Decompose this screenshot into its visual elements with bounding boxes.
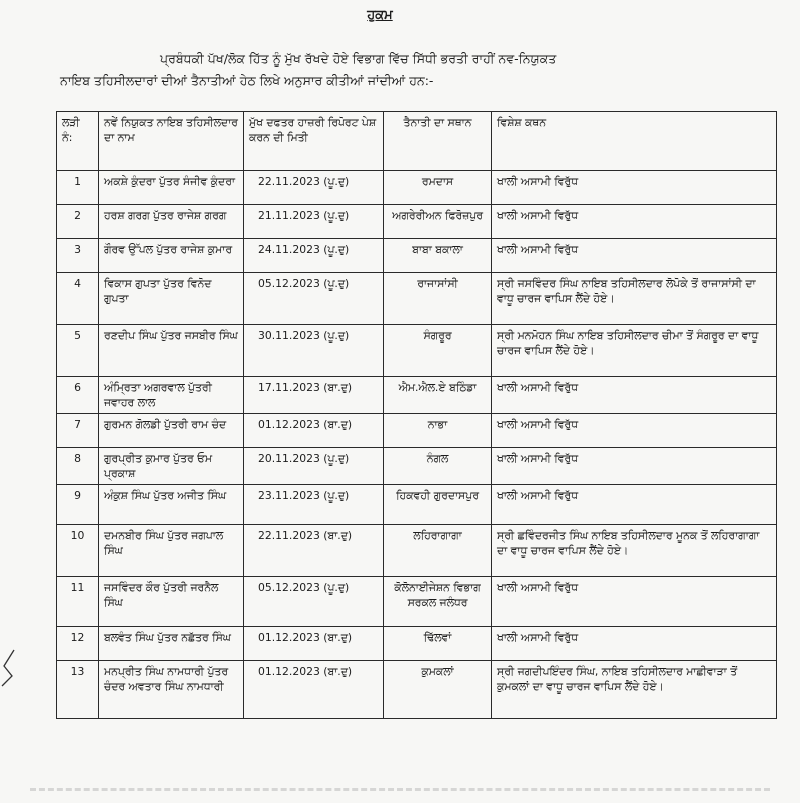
table-row	[57, 485, 777, 525]
row-serial: 8	[57, 448, 99, 485]
table-row	[57, 627, 777, 661]
row-report-date: 22.11.2023 (ਪੂ.ਦੁ)	[244, 171, 384, 205]
row-report-date: 22.11.2023 (ਬਾ.ਦੁ)	[244, 525, 384, 577]
row-name: ਗੁਰਮਨ ਗੋਲਡੀ ਪੁੱਤਰੀ ਰਾਮ ਚੰਦ	[99, 414, 244, 448]
row-report-date: 01.12.2023 (ਬਾ.ਦੁ)	[244, 661, 384, 719]
row-posting-place: ਨਾਭਾ	[384, 414, 492, 448]
row-remarks: ਖਾਲੀ ਅਸਾਮੀ ਵਿਰੁੱਧ	[492, 171, 777, 205]
row-report-date: 23.11.2023 (ਪੂ.ਦੁ)	[244, 485, 384, 525]
row-remarks: ਖਾਲੀ ਅਸਾਮੀ ਵਿਰੁੱਧ	[492, 377, 777, 414]
row-serial: 4	[57, 273, 99, 325]
row-remarks: ਖਾਲੀ ਅਸਾਮੀ ਵਿਰੁੱਧ	[492, 627, 777, 661]
intro-paragraph	[60, 48, 760, 92]
row-posting-place: ਲਹਿਰਾਗਾਗਾ	[384, 525, 492, 577]
table-row	[57, 661, 777, 719]
row-name: ਹਰਸ਼ ਗਰਗ ਪੁੱਤਰ ਰਾਜੇਸ਼ ਗਰਗ	[99, 205, 244, 239]
page-title: ਹੁਕਮ	[367, 8, 393, 23]
row-name: ਬਲਵੰਤ ਸਿੰਘ ਪੁੱਤਰ ਨਛੱਤਰ ਸਿੰਘ	[99, 627, 244, 661]
table-row	[57, 525, 777, 577]
row-serial: 7	[57, 414, 99, 448]
pen-mark	[0, 648, 20, 688]
row-remarks: ਖਾਲੀ ਅਸਾਮੀ ਵਿਰੁੱਧ	[492, 485, 777, 525]
row-serial: 1	[57, 171, 99, 205]
postings-table	[56, 111, 777, 719]
header-report-date: ਮੁੱਖ ਦਫਤਰ ਹਾਜ਼ਰੀ ਰਿਪੋਰਟ ਪੇਸ਼ ਕਰਨ ਦੀ ਮਿਤੀ	[244, 112, 384, 171]
table-row	[57, 325, 777, 377]
row-report-date: 17.11.2023 (ਬਾ.ਦੁ)	[244, 377, 384, 414]
row-serial: 2	[57, 205, 99, 239]
row-name: ਅੰਕੁਸ਼ ਸਿੰਘ ਪੁੱਤਰ ਅਜੀਤ ਸਿੰਘ	[99, 485, 244, 525]
table-header-row	[57, 112, 777, 171]
row-remarks: ਸ੍ਰੀ ਜਗਦੀਪਇੰਦਰ ਸਿੰਘ, ਨਾਇਬ ਤਹਿਸੀਲਦਾਰ ਮਾਛੀਵਾੜਾ ਤੋਂ ਕੁਮਕਲਾਂ ਦਾ ਵਾਧੂ ਚਾਰਜ ਵਾਪਿਸ ਲੈਂਦੇ ਹੋਏ।	[492, 661, 777, 719]
intro-line-1: ਪ੍ਰਬੰਧਕੀ ਪੱਖ/ਲੋਕ ਹਿੱਤ ਨੂੰ ਮੁੱਖ ਰੱਖਦੇ ਹੋਏ ਵਿਭਾਗ ਵਿੱਚ ਸਿੱਧੀ ਭਰਤੀ ਰਾਹੀਂ ਨਵ-ਨਿਯੁਕਤ	[160, 51, 557, 66]
row-posting-place: ਰਾਜਾਸਾਂਸੀ	[384, 273, 492, 325]
row-posting-place: ਕੋਲੋਨਾਈਜੇਸ਼ਨ ਵਿਭਾਗ ਸਰਕਲ ਜਲੰਧਰ	[384, 577, 492, 627]
row-name: ਦਮਨਬੀਰ ਸਿੰਘ ਪੁੱਤਰ ਜਗਪਾਲ ਸਿੰਘ	[99, 525, 244, 577]
table-row	[57, 377, 777, 414]
table-row	[57, 239, 777, 273]
header-remarks: ਵਿਸ਼ੇਸ਼ ਕਥਨ	[492, 112, 777, 171]
row-report-date: 21.11.2023 (ਪੂ.ਦੁ)	[244, 205, 384, 239]
row-remarks: ਖਾਲੀ ਅਸਾਮੀ ਵਿਰੁੱਧ	[492, 414, 777, 448]
row-name: ਮਨਪ੍ਰੀਤ ਸਿੰਘ ਨਾਮਧਾਰੀ ਪੁੱਤਰ ਚੰਦਰ ਅਵਤਾਰ ਸਿੰਘ ਨਾਮਧਾਰੀ	[99, 661, 244, 719]
row-serial: 5	[57, 325, 99, 377]
row-posting-place: ਐਮ.ਐਲ.ਏ ਬਠਿੰਡਾ	[384, 377, 492, 414]
row-remarks: ਸ੍ਰੀ ਛਵਿੰਦਰਜੀਤ ਸਿੰਘ ਨਾਇਬ ਤਹਿਸੀਲਦਾਰ ਮੂਨਕ ਤੋਂ ਲਹਿਰਾਗਾਗਾ ਦਾ ਵਾਧੂ ਚਾਰਜ ਵਾਪਿਸ ਲੈਂਦੇ ਹੋਏ।	[492, 525, 777, 577]
table-body	[57, 171, 777, 719]
row-report-date: 30.11.2023 (ਪੂ.ਦੁ)	[244, 325, 384, 377]
row-serial: 12	[57, 627, 99, 661]
row-serial: 10	[57, 525, 99, 577]
intro-line-2: ਨਾਇਬ ਤਹਿਸੀਲਦਾਰਾਂ ਦੀਆਂ ਤੈਨਾਤੀਆਂ ਹੇਠ ਲਿਖੇ ਅਨੁਸਾਰ ਕੀਤੀਆਂ ਜਾਂਦੀਆਂ ਹਨ:-	[60, 73, 434, 88]
row-serial: 13	[57, 661, 99, 719]
table-row	[57, 205, 777, 239]
row-remarks: ਖਾਲੀ ਅਸਾਮੀ ਵਿਰੁੱਧ	[492, 577, 777, 627]
row-remarks: ਸ੍ਰੀ ਜਸਵਿੰਦਰ ਸਿੰਘ ਨਾਇਬ ਤਹਿਸੀਲਦਾਰ ਲੋਪੋਕੇ ਤੋਂ ਰਾਜਾਸਾਂਸੀ ਦਾ ਵਾਧੂ ਚਾਰਜ ਵਾਪਿਸ ਲੈਂਦੇ ਹੋਏ।	[492, 273, 777, 325]
row-name: ਰਣਦੀਪ ਸਿੰਘ ਪੁੱਤਰ ਜਸਬੀਰ ਸਿੰਘ	[99, 325, 244, 377]
row-remarks: ਖਾਲੀ ਅਸਾਮੀ ਵਿਰੁੱਧ	[492, 205, 777, 239]
row-report-date: 01.12.2023 (ਬਾ.ਦੁ)	[244, 414, 384, 448]
table-row	[57, 448, 777, 485]
row-report-date: 05.12.2023 (ਪੂ.ਦੁ)	[244, 273, 384, 325]
header-posting-place: ਤੈਨਾਤੀ ਦਾ ਸਥਾਨ	[384, 112, 492, 171]
row-name: ਗੁਰਪ੍ਰੀਤ ਕੁਮਾਰ ਪੁੱਤਰ ਓਮ ਪ੍ਰਕਾਸ਼	[99, 448, 244, 485]
row-posting-place: ਅਗਰੇਰੀਅਨ ਫਿਰੋਜ਼ਪੁਰ	[384, 205, 492, 239]
row-name: ਗੌਰਵ ਉੱਪਲ ਪੁੱਤਰ ਰਾਜੇਸ਼ ਕੁਮਾਰ	[99, 239, 244, 273]
row-name: ਅੰਮ੍ਰਿਤਾ ਅਗਰਵਾਲ ਪੁੱਤਰੀ ਜਵਾਹਰ ਲਾਲ	[99, 377, 244, 414]
table-row	[57, 171, 777, 205]
row-serial: 3	[57, 239, 99, 273]
row-posting-place: ਢਿੱਲਵਾਂ	[384, 627, 492, 661]
bottom-edge-artifact	[30, 788, 770, 803]
row-posting-place: ਸੰਗਰੂਰ	[384, 325, 492, 377]
row-serial: 6	[57, 377, 99, 414]
row-report-date: 01.12.2023 (ਬਾ.ਦੁ)	[244, 627, 384, 661]
row-report-date: 24.11.2023 (ਪੂ.ਦੁ)	[244, 239, 384, 273]
header-serial: ਲੜੀ ਨੰ:	[57, 112, 99, 171]
table-row	[57, 577, 777, 627]
table-row	[57, 414, 777, 448]
row-remarks: ਸ੍ਰੀ ਮਨਮੋਹਨ ਸਿੰਘ ਨਾਇਬ ਤਹਿਸੀਲਦਾਰ ਚੀਮਾ ਤੋਂ ਸੰਗਰੂਰ ਦਾ ਵਾਧੂ ਚਾਰਜ ਵਾਪਿਸ ਲੈਂਦੇ ਹੋਏ।	[492, 325, 777, 377]
row-serial: 9	[57, 485, 99, 525]
row-remarks: ਖਾਲੀ ਅਸਾਮੀ ਵਿਰੁੱਧ	[492, 239, 777, 273]
row-posting-place: ਬਾਬਾ ਬਕਾਲਾ	[384, 239, 492, 273]
row-serial: 11	[57, 577, 99, 627]
row-name: ਜਸਵਿੰਦਰ ਕੌਰ ਪੁੱਤਰੀ ਜਰਨੈਲ ਸਿੰਘ	[99, 577, 244, 627]
table-row	[57, 273, 777, 325]
row-remarks: ਖਾਲੀ ਅਸਾਮੀ ਵਿਰੁੱਧ	[492, 448, 777, 485]
row-posting-place: ਨੰਗਲ	[384, 448, 492, 485]
header-name: ਨਵੇਂ ਨਿਯੁਕਤ ਨਾਇਬ ਤਹਿਸੀਲਦਾਰ ਦਾ ਨਾਮ	[99, 112, 244, 171]
row-name: ਵਿਕਾਸ ਗੁਪਤਾ ਪੁੱਤਰ ਵਿਨੋਦ ਗੁਪਤਾ	[99, 273, 244, 325]
row-report-date: 05.12.2023 (ਪੂ.ਦੁ)	[244, 577, 384, 627]
row-posting-place: ਹਿਕਵਹੀ ਗੁਰਦਾਸਪੁਰ	[384, 485, 492, 525]
row-report-date: 20.11.2023 (ਪੂ.ਦੁ)	[244, 448, 384, 485]
row-posting-place: ਕੁਮਕਲਾਂ	[384, 661, 492, 719]
row-posting-place: ਰਮਦਾਸ	[384, 171, 492, 205]
row-name: ਅਕਸ਼ੇ ਕੁੰਦਰਾ ਪੁੱਤਰ ਸੰਜੀਵ ਕੁੰਦਰਾ	[99, 171, 244, 205]
